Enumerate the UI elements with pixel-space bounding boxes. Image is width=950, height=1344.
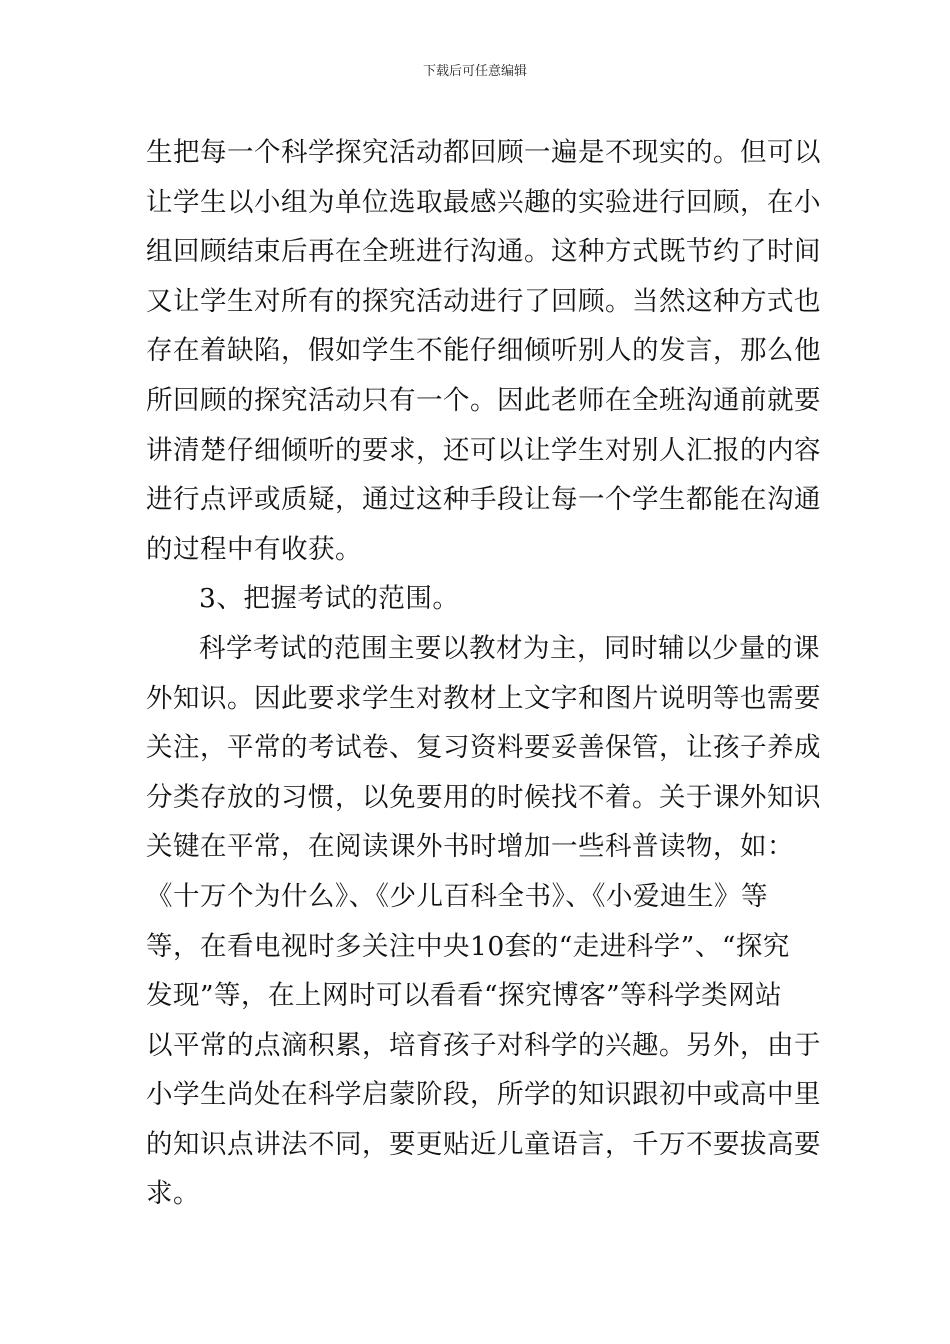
document-body (146, 128, 821, 1219)
text-line: 求。 (146, 1178, 200, 1210)
text-line: 让学生以小组为单位选取最感兴趣的实验进行回顾，在小 (146, 186, 821, 218)
text-line: 关注，平常的考试卷、复习资料要妥善保管，让孩子养成 (146, 732, 821, 764)
text-line: 外知识。因此要求学生对教材上文字和图片说明等也需要 (146, 682, 821, 714)
text-line: 生把每一个科学探究活动都回顾一遍是不现实的。但可以 (146, 137, 821, 168)
text-line: 存在着缺陷，假如学生不能仔细倾听别人的发言，那么他 (146, 335, 821, 367)
text-line: 关键在平常，在阅读课外书时增加一些科普读物，如： (146, 831, 794, 863)
text-line: 进行点评或质疑，通过这种手段让每一个学生都能在沟通 (146, 484, 821, 516)
text-line: 分类存放的习惯，以免要用的时候找不着。关于课外知识 (146, 781, 821, 813)
text-line: 等，在看电视时多关注中央10套的“走进科学”、“探究 (146, 930, 790, 962)
text-line: 以平常的点滴积累，培育孩子对科学的兴趣。另外，由于 (146, 1029, 821, 1061)
text-line: 组回顾结束后再在全班进行沟通。这种方式既节约了时间 (146, 236, 821, 268)
text-line: 所回顾的探究活动只有一个。因此老师在全班沟通前就要 (146, 384, 821, 416)
text-line: 的知识点讲法不同，要更贴近儿童语言，千万不要拔高要 (146, 1128, 821, 1160)
section-heading: 3、把握考试的范围。 (199, 583, 460, 615)
text-line: 《十万个为什么》、《少儿百科全书》、《小爱迪生》等 (146, 880, 768, 912)
text-line: 的过程中有收获。 (146, 533, 362, 565)
text-line: 讲清楚仔细倾听的要求，还可以让学生对别人汇报的内容 (146, 434, 821, 466)
text-line: 又让学生对所有的探究活动进行了回顾。当然这种方式也 (146, 285, 821, 317)
page-header: 下载后可任意编辑 (422, 64, 527, 79)
text-line: 发现”等，在上网时可以看看“探究博客”等科学类网站 (146, 980, 783, 1012)
text-line: 小学生尚处在科学启蒙阶段，所学的知识跟初中或高中里 (146, 1079, 821, 1111)
paragraph-first-line: 科学考试的范围主要以教材为主，同时辅以少量的课 (199, 632, 820, 664)
